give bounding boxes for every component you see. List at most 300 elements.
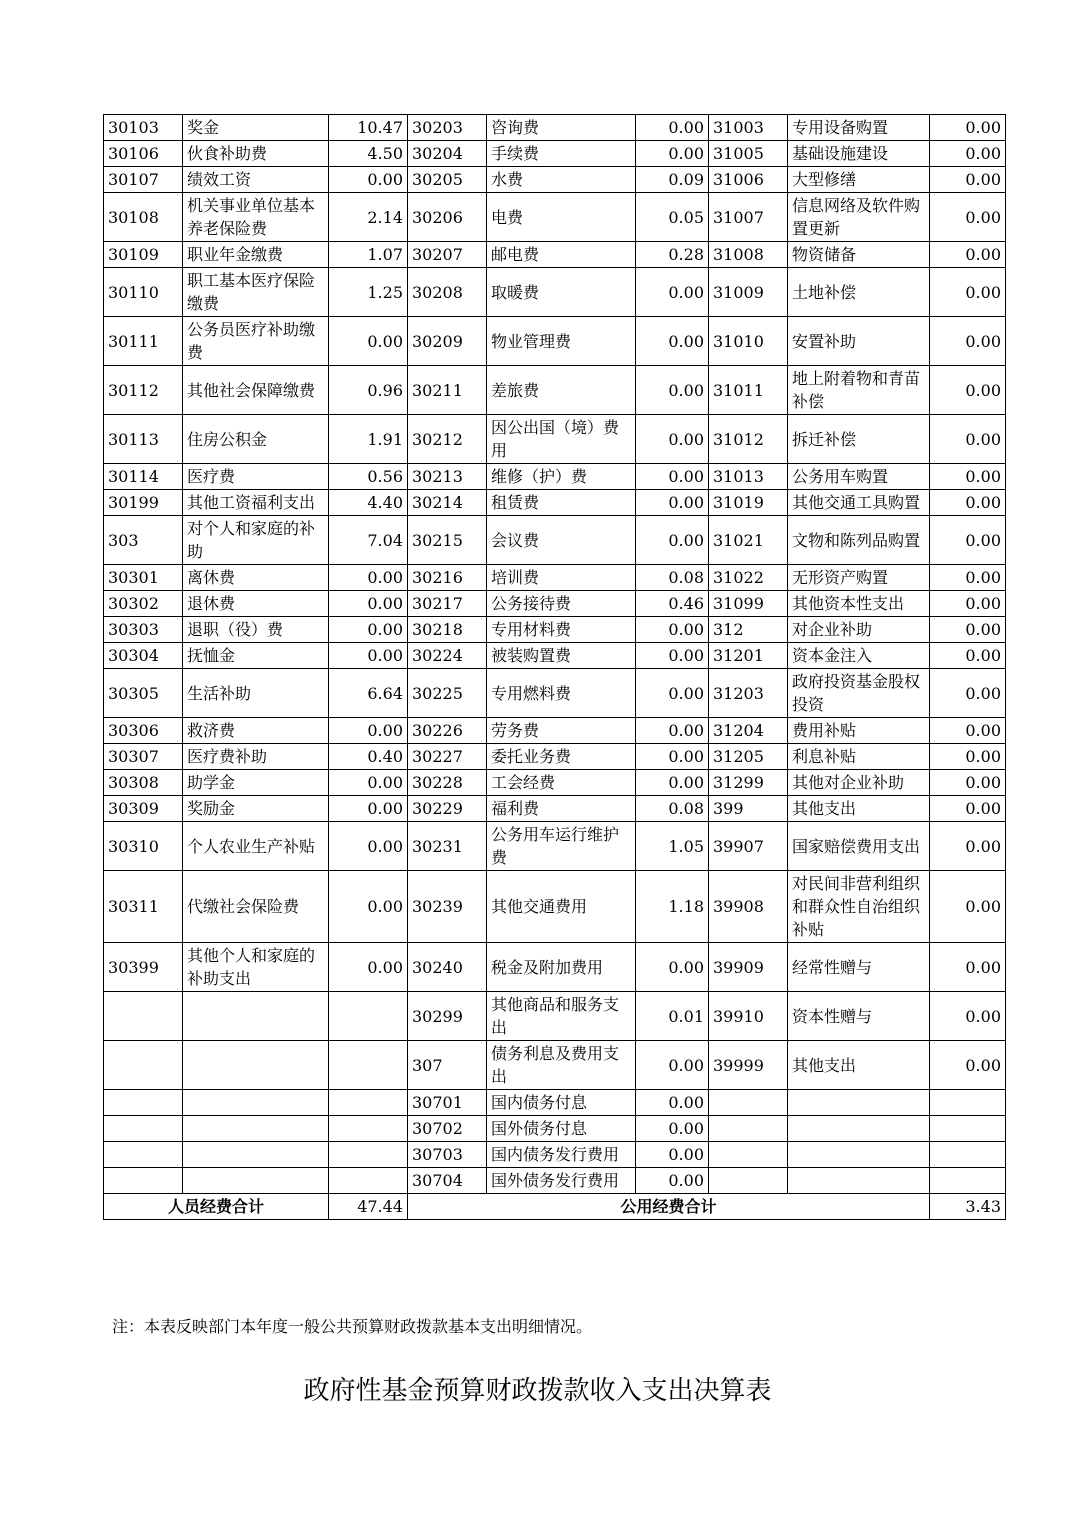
item-code: 31013	[709, 464, 788, 490]
item-code: 30226	[408, 718, 487, 744]
item-name: 税金及附加费用	[487, 943, 636, 992]
item-amount	[329, 992, 408, 1041]
item-code: 312	[709, 617, 788, 643]
item-name: 公务员医疗补助缴费	[183, 317, 329, 366]
item-code: 31010	[709, 317, 788, 366]
item-code	[709, 1142, 788, 1168]
item-code: 31204	[709, 718, 788, 744]
item-name	[183, 992, 329, 1041]
item-name: 医疗费	[183, 464, 329, 490]
item-name: 基础设施建设	[788, 141, 930, 167]
item-code: 30305	[104, 669, 183, 718]
item-name: 拆迁补偿	[788, 415, 930, 464]
item-amount: 10.47	[329, 115, 408, 141]
item-amount: 0.00	[636, 1142, 709, 1168]
item-code: 30308	[104, 770, 183, 796]
item-code: 30224	[408, 643, 487, 669]
item-amount: 0.00	[329, 796, 408, 822]
item-code: 30208	[408, 268, 487, 317]
item-code: 31008	[709, 242, 788, 268]
item-name: 奖金	[183, 115, 329, 141]
item-name: 被装购置费	[487, 643, 636, 669]
item-code: 30701	[408, 1090, 487, 1116]
item-amount: 0.00	[930, 617, 1006, 643]
item-name: 债务利息及费用支出	[487, 1041, 636, 1090]
item-code: 30216	[408, 565, 487, 591]
item-name: 因公出国（境）费用	[487, 415, 636, 464]
personnel-total-label: 人员经费合计	[104, 1194, 329, 1220]
item-code: 31019	[709, 490, 788, 516]
item-amount: 0.08	[636, 796, 709, 822]
item-code: 30207	[408, 242, 487, 268]
item-amount: 1.05	[636, 822, 709, 871]
table-row	[104, 1041, 1006, 1090]
item-name: 其他工资福利支出	[183, 490, 329, 516]
item-amount: 0.00	[930, 669, 1006, 718]
item-code: 39908	[709, 871, 788, 943]
item-name: 抚恤金	[183, 643, 329, 669]
item-amount: 0.00	[930, 268, 1006, 317]
table-row	[104, 871, 1006, 943]
item-amount	[329, 1041, 408, 1090]
item-code: 31005	[709, 141, 788, 167]
table-body	[104, 115, 1006, 1194]
item-name: 取暖费	[487, 268, 636, 317]
item-amount: 0.40	[329, 744, 408, 770]
item-amount: 0.00	[636, 643, 709, 669]
table-row	[104, 268, 1006, 317]
item-code: 30702	[408, 1116, 487, 1142]
item-code: 30304	[104, 643, 183, 669]
item-code: 39910	[709, 992, 788, 1041]
item-name: 会议费	[487, 516, 636, 565]
item-name: 公务用车运行维护费	[487, 822, 636, 871]
item-amount	[329, 1168, 408, 1194]
item-name: 生活补助	[183, 669, 329, 718]
table-row	[104, 943, 1006, 992]
item-amount: 0.00	[636, 770, 709, 796]
item-code: 30114	[104, 464, 183, 490]
item-amount: 6.64	[329, 669, 408, 718]
item-amount: 0.00	[930, 1041, 1006, 1090]
item-code: 30212	[408, 415, 487, 464]
item-amount: 0.09	[636, 167, 709, 193]
item-amount: 0.05	[636, 193, 709, 242]
item-name: 机关事业单位基本养老保险费	[183, 193, 329, 242]
item-name: 其他个人和家庭的补助支出	[183, 943, 329, 992]
public-total-label: 公用经费合计	[408, 1194, 930, 1220]
item-amount: 1.25	[329, 268, 408, 317]
item-name: 工会经费	[487, 770, 636, 796]
item-amount: 0.00	[636, 490, 709, 516]
item-amount: 0.00	[636, 464, 709, 490]
item-code: 39999	[709, 1041, 788, 1090]
item-code	[104, 992, 183, 1041]
table-row	[104, 744, 1006, 770]
item-amount: 0.00	[930, 115, 1006, 141]
item-amount: 0.56	[329, 464, 408, 490]
item-amount	[930, 1090, 1006, 1116]
item-name	[788, 1142, 930, 1168]
table-row	[104, 317, 1006, 366]
item-name: 救济费	[183, 718, 329, 744]
item-name: 劳务费	[487, 718, 636, 744]
item-amount: 0.00	[930, 193, 1006, 242]
item-amount: 0.00	[930, 744, 1006, 770]
table-row	[104, 617, 1006, 643]
item-code: 30113	[104, 415, 183, 464]
item-name	[183, 1116, 329, 1142]
table-row	[104, 1090, 1006, 1116]
item-code	[104, 1142, 183, 1168]
item-amount: 2.14	[329, 193, 408, 242]
table-row	[104, 1116, 1006, 1142]
item-code: 31203	[709, 669, 788, 718]
item-code: 30112	[104, 366, 183, 415]
item-amount: 0.00	[636, 1041, 709, 1090]
table-row	[104, 822, 1006, 871]
item-code: 31009	[709, 268, 788, 317]
item-amount: 0.00	[930, 643, 1006, 669]
item-code: 30218	[408, 617, 487, 643]
table-row	[104, 141, 1006, 167]
item-amount: 0.00	[930, 591, 1006, 617]
item-code: 30310	[104, 822, 183, 871]
item-name: 专用材料费	[487, 617, 636, 643]
item-amount: 0.00	[930, 242, 1006, 268]
item-amount: 0.00	[930, 822, 1006, 871]
item-amount: 0.00	[636, 415, 709, 464]
item-amount	[930, 1142, 1006, 1168]
item-name: 助学金	[183, 770, 329, 796]
item-code	[709, 1168, 788, 1194]
item-code: 30239	[408, 871, 487, 943]
item-name: 国家赔偿费用支出	[788, 822, 930, 871]
item-code: 31021	[709, 516, 788, 565]
item-name: 对个人和家庭的补助	[183, 516, 329, 565]
item-code: 30231	[408, 822, 487, 871]
item-code: 307	[408, 1041, 487, 1090]
item-code: 31011	[709, 366, 788, 415]
expenditure-detail-table	[103, 114, 1006, 1220]
item-name: 租赁费	[487, 490, 636, 516]
item-code: 31299	[709, 770, 788, 796]
item-name: 土地补偿	[788, 268, 930, 317]
item-amount: 4.40	[329, 490, 408, 516]
item-amount: 1.91	[329, 415, 408, 464]
item-amount: 0.00	[930, 770, 1006, 796]
item-name: 信息网络及软件购置更新	[788, 193, 930, 242]
item-name: 公务接待费	[487, 591, 636, 617]
item-code: 30111	[104, 317, 183, 366]
item-code: 30399	[104, 943, 183, 992]
item-code: 30206	[408, 193, 487, 242]
item-code	[104, 1116, 183, 1142]
item-code: 30307	[104, 744, 183, 770]
item-name	[183, 1168, 329, 1194]
table-row	[104, 992, 1006, 1041]
item-name: 国内债务付息	[487, 1090, 636, 1116]
item-name: 奖励金	[183, 796, 329, 822]
item-name: 资本金注入	[788, 643, 930, 669]
item-amount	[329, 1142, 408, 1168]
item-amount: 0.00	[930, 796, 1006, 822]
item-amount: 0.08	[636, 565, 709, 591]
item-code: 30309	[104, 796, 183, 822]
item-code	[709, 1090, 788, 1116]
item-name: 费用补贴	[788, 718, 930, 744]
item-amount: 0.00	[636, 943, 709, 992]
item-code: 39907	[709, 822, 788, 871]
item-name: 水费	[487, 167, 636, 193]
item-code: 30306	[104, 718, 183, 744]
item-code: 30704	[408, 1168, 487, 1194]
table-row	[104, 1168, 1006, 1194]
item-name: 大型修缮	[788, 167, 930, 193]
item-name: 其他对企业补助	[788, 770, 930, 796]
item-name	[788, 1090, 930, 1116]
table-row	[104, 167, 1006, 193]
item-amount: 7.04	[329, 516, 408, 565]
item-amount: 0.00	[329, 317, 408, 366]
table-note: 注：本表反映部门本年度一般公共预算财政拨款基本支出明细情况。	[112, 1317, 593, 1336]
item-name: 邮电费	[487, 242, 636, 268]
item-code: 31201	[709, 643, 788, 669]
item-amount: 0.00	[636, 1116, 709, 1142]
item-amount: 0.00	[930, 718, 1006, 744]
item-amount: 0.00	[636, 115, 709, 141]
item-code: 30214	[408, 490, 487, 516]
item-name: 福利费	[487, 796, 636, 822]
item-code: 31006	[709, 167, 788, 193]
item-code: 30240	[408, 943, 487, 992]
item-amount: 0.00	[636, 617, 709, 643]
item-code: 399	[709, 796, 788, 822]
item-amount: 1.18	[636, 871, 709, 943]
item-amount: 0.00	[329, 718, 408, 744]
item-code: 30217	[408, 591, 487, 617]
table-row	[104, 565, 1006, 591]
item-name: 退职（役）费	[183, 617, 329, 643]
item-name: 离休费	[183, 565, 329, 591]
item-amount: 0.46	[636, 591, 709, 617]
item-code: 30227	[408, 744, 487, 770]
item-code: 31012	[709, 415, 788, 464]
item-name: 物业管理费	[487, 317, 636, 366]
item-name: 安置补助	[788, 317, 930, 366]
item-name: 退休费	[183, 591, 329, 617]
item-name: 绩效工资	[183, 167, 329, 193]
item-amount	[329, 1090, 408, 1116]
item-name: 住房公积金	[183, 415, 329, 464]
item-code: 31007	[709, 193, 788, 242]
item-name: 其他交通工具购置	[788, 490, 930, 516]
table-row	[104, 115, 1006, 141]
item-name: 专用设备购置	[788, 115, 930, 141]
item-name: 其他支出	[788, 796, 930, 822]
item-code: 30203	[408, 115, 487, 141]
item-code: 30109	[104, 242, 183, 268]
table-row	[104, 796, 1006, 822]
item-code: 30311	[104, 871, 183, 943]
item-amount: 1.07	[329, 242, 408, 268]
item-amount: 0.00	[329, 617, 408, 643]
item-name: 专用燃料费	[487, 669, 636, 718]
table-row	[104, 366, 1006, 415]
item-code	[709, 1116, 788, 1142]
item-name: 咨询费	[487, 115, 636, 141]
item-amount: 0.00	[636, 317, 709, 366]
item-code: 30108	[104, 193, 183, 242]
item-name: 经常性赠与	[788, 943, 930, 992]
item-name: 公务用车购置	[788, 464, 930, 490]
item-name: 代缴社会保险费	[183, 871, 329, 943]
item-amount: 0.00	[329, 565, 408, 591]
item-code: 30225	[408, 669, 487, 718]
item-name: 对民间非营利组织和群众性自治组织补贴	[788, 871, 930, 943]
item-amount: 0.00	[329, 822, 408, 871]
item-amount: 0.00	[329, 871, 408, 943]
item-code: 30213	[408, 464, 487, 490]
item-name: 国外债务发行费用	[487, 1168, 636, 1194]
item-name: 国外债务付息	[487, 1116, 636, 1142]
item-name: 个人农业生产补贴	[183, 822, 329, 871]
table-row	[104, 718, 1006, 744]
table-row	[104, 591, 1006, 617]
totals-row	[104, 1194, 1006, 1220]
item-code: 30204	[408, 141, 487, 167]
item-name: 无形资产购置	[788, 565, 930, 591]
item-code: 30199	[104, 490, 183, 516]
item-name	[183, 1142, 329, 1168]
item-amount: 0.00	[329, 770, 408, 796]
item-code: 30205	[408, 167, 487, 193]
item-code	[104, 1168, 183, 1194]
item-amount: 0.00	[329, 167, 408, 193]
item-amount: 0.00	[930, 490, 1006, 516]
item-code: 30209	[408, 317, 487, 366]
item-amount: 0.00	[930, 516, 1006, 565]
item-amount: 0.00	[636, 268, 709, 317]
item-code: 30229	[408, 796, 487, 822]
item-code: 30302	[104, 591, 183, 617]
item-name: 政府投资基金股权投资	[788, 669, 930, 718]
item-amount: 0.28	[636, 242, 709, 268]
item-amount: 0.00	[930, 167, 1006, 193]
item-amount: 0.00	[930, 141, 1006, 167]
item-name	[788, 1168, 930, 1194]
item-amount: 0.00	[930, 565, 1006, 591]
item-amount: 0.00	[636, 516, 709, 565]
table-row	[104, 516, 1006, 565]
item-name: 培训费	[487, 565, 636, 591]
item-code: 30228	[408, 770, 487, 796]
table-row	[104, 669, 1006, 718]
item-code: 30110	[104, 268, 183, 317]
item-amount	[930, 1168, 1006, 1194]
table-row	[104, 415, 1006, 464]
item-name: 物资储备	[788, 242, 930, 268]
item-code	[104, 1090, 183, 1116]
item-amount: 0.00	[930, 366, 1006, 415]
table-row	[104, 193, 1006, 242]
item-name	[183, 1090, 329, 1116]
table-row	[104, 643, 1006, 669]
item-code: 30299	[408, 992, 487, 1041]
item-amount: 4.50	[329, 141, 408, 167]
item-name: 资本性赠与	[788, 992, 930, 1041]
item-name: 职工基本医疗保险缴费	[183, 268, 329, 317]
item-amount	[930, 1116, 1006, 1142]
table-row	[104, 242, 1006, 268]
item-code: 30215	[408, 516, 487, 565]
item-code: 30301	[104, 565, 183, 591]
item-amount: 0.00	[930, 317, 1006, 366]
table-row	[104, 490, 1006, 516]
item-code: 30107	[104, 167, 183, 193]
item-code: 303	[104, 516, 183, 565]
item-name: 其他社会保障缴费	[183, 366, 329, 415]
item-code: 31022	[709, 565, 788, 591]
table-row	[104, 464, 1006, 490]
item-amount: 0.00	[636, 1168, 709, 1194]
item-code: 30211	[408, 366, 487, 415]
item-amount: 0.00	[930, 943, 1006, 992]
item-code: 31205	[709, 744, 788, 770]
item-amount: 0.00	[636, 669, 709, 718]
item-amount: 0.00	[329, 943, 408, 992]
item-name: 国内债务发行费用	[487, 1142, 636, 1168]
item-amount: 0.00	[930, 871, 1006, 943]
item-name: 其他资本性支出	[788, 591, 930, 617]
item-name: 文物和陈列品购置	[788, 516, 930, 565]
table-row	[104, 1142, 1006, 1168]
item-code: 39909	[709, 943, 788, 992]
item-amount: 0.00	[636, 366, 709, 415]
item-name: 其他支出	[788, 1041, 930, 1090]
item-amount: 0.00	[636, 744, 709, 770]
item-name: 职业年金缴费	[183, 242, 329, 268]
item-name: 委托业务费	[487, 744, 636, 770]
item-amount: 0.00	[636, 141, 709, 167]
personnel-total-amount: 47.44	[329, 1194, 408, 1220]
item-name	[183, 1041, 329, 1090]
item-code: 30303	[104, 617, 183, 643]
item-amount: 0.00	[636, 1090, 709, 1116]
public-total-amount: 3.43	[930, 1194, 1006, 1220]
item-name: 电费	[487, 193, 636, 242]
item-code: 31099	[709, 591, 788, 617]
item-amount: 0.00	[930, 992, 1006, 1041]
item-code: 31003	[709, 115, 788, 141]
item-amount: 0.00	[930, 464, 1006, 490]
item-code	[104, 1041, 183, 1090]
item-amount: 0.96	[329, 366, 408, 415]
item-name: 其他商品和服务支出	[487, 992, 636, 1041]
item-name: 其他交通费用	[487, 871, 636, 943]
item-name: 对企业补助	[788, 617, 930, 643]
next-section-title: 政府性基金预算财政拨款收入支出决算表	[303, 1376, 772, 1406]
item-code: 30103	[104, 115, 183, 141]
item-amount: 0.01	[636, 992, 709, 1041]
item-name: 医疗费补助	[183, 744, 329, 770]
item-amount: 0.00	[930, 415, 1006, 464]
item-amount	[329, 1116, 408, 1142]
item-name	[788, 1116, 930, 1142]
item-amount: 0.00	[636, 718, 709, 744]
item-amount: 0.00	[329, 643, 408, 669]
item-amount: 0.00	[329, 591, 408, 617]
